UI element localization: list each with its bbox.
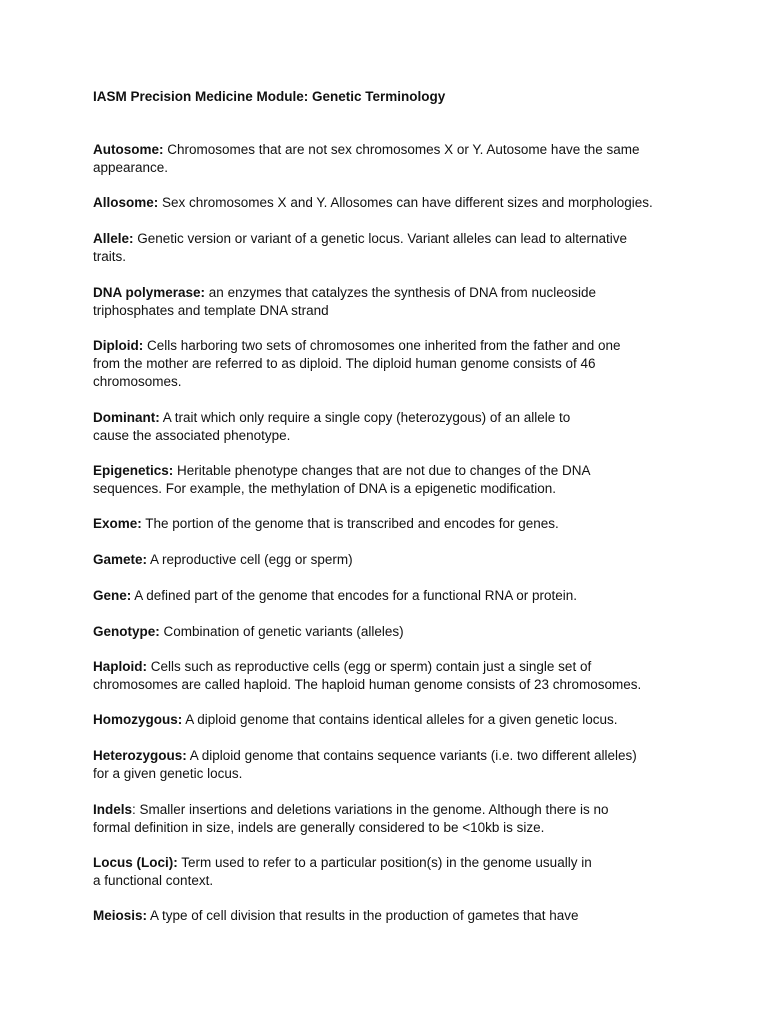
entry-text: Cells such as reproductive cells (egg or sperm) contain just a single set of [147,659,592,674]
entry-line [93,711,683,729]
entry-text: Cells harboring two sets of chromosomes one inherited from the father and one [143,338,621,353]
entry-line [93,747,683,765]
entry-line: sequences. For example, the methylation of DNA is a epigenetic modification. [93,481,556,496]
entry-text: A diploid genome that contains identical alleles for a given genetic locus. [182,712,618,727]
glossary-entry-homozygous [93,711,683,729]
entry-text: Sex chromosomes X and Y. Allosomes can have different sizes and morphologies. [158,195,653,210]
entry-term: Allosome: [93,195,159,210]
entry-term: Dominant: [93,410,160,425]
entry-text: an enzymes that catalyzes the synthesis of DNA from nucleoside [205,285,596,300]
entry-term: Haploid: [93,659,147,674]
entry-text: Combination of genetic variants (alleles) [159,624,404,639]
entry-line [93,658,683,676]
glossary-entry-exome [93,515,683,533]
entry-term: Homozygous: [93,712,183,727]
entry-line [93,515,683,533]
entry-line: cause the associated phenotype. [93,428,291,443]
entry-term: Indels [93,802,133,817]
glossary-entry-allosome [93,194,683,212]
entry-line [93,801,683,819]
glossary-entry-haploid [93,658,683,694]
entry-line [93,462,683,480]
entry-line [93,337,683,355]
entry-line [93,194,683,212]
entry-term: Exome: [93,516,142,531]
glossary-entry-dna-polymerase [93,284,683,320]
entry-text: A diploid genome that contains sequence variants (i.e. two different alleles) [186,748,637,763]
entry-term: Gamete: [93,552,148,567]
entry-line [93,907,683,925]
glossary-entry-locus [93,854,683,890]
entry-term: Genotype: [93,624,160,639]
entry-text: The portion of the genome that is transcribed and encodes for genes. [141,516,559,531]
entry-term: Autosome: [93,142,164,157]
entry-term: Diploid: [93,338,144,353]
entry-line [93,587,683,605]
glossary-entry-diploid [93,337,683,391]
entry-line: chromosomes. [93,374,182,389]
entry-line: from the mother are referred to as diploid. The diploid human genome consists of 46 [93,356,596,371]
glossary-entry-heterozygous [93,747,683,783]
glossary-entry-epigenetics [93,462,683,498]
entry-line: a functional context. [93,873,214,888]
entry-text: A trait which only require a single copy (heterozygous) of an allele to [159,410,571,425]
entry-text: A reproductive cell (egg or sperm) [147,552,353,567]
entry-line: for a given genetic locus. [93,766,243,781]
entry-text: Term used to refer to a particular position(s) in the genome usually in [177,855,592,870]
entry-line [93,284,683,302]
glossary-entry-gamete [93,551,683,569]
entry-term: Locus (Loci): [93,855,178,870]
entry-line [93,230,683,248]
entry-line: traits. [93,249,127,264]
entry-term: Gene: [93,588,132,603]
entry-term: Epigenetics: [93,463,174,478]
entry-term: Allele: [93,231,134,246]
entry-term: Heterozygous: [93,748,187,763]
glossary-entry-indels [93,801,683,837]
entry-line: formal definition in size, indels are generally considered to be <10kb is size. [93,820,545,835]
entry-text: Genetic version or variant of a genetic locus. Variant alleles can lead to alternative [133,231,628,246]
entry-line: triphosphates and template DNA strand [93,303,329,318]
entry-term: Meiosis: [93,908,148,923]
entry-line: appearance. [93,160,169,175]
glossary-entry-meiosis [93,907,683,925]
entry-line [93,141,683,159]
entry-text: A defined part of the genome that encodes for a functional RNA or protein. [131,588,578,603]
glossary-entry-gene [93,587,683,605]
entry-line [93,551,683,569]
entry-term: DNA polymerase: [93,285,206,300]
glossary-entry-allele [93,230,683,266]
entry-text: : Smaller insertions and deletions variations in the genome. Although there is no [132,802,609,817]
glossary-entry-genotype [93,623,683,641]
entry-line [93,409,683,427]
entry-text: Heritable phenotype changes that are not due to changes of the DNA [173,463,591,478]
glossary-entry-autosome [93,141,683,177]
entry-text: Chromosomes that are not sex chromosomes X or Y. Autosome have the same [163,142,640,157]
entry-text: A type of cell division that results in the production of gametes that have [147,908,579,923]
entry-line: chromosomes are called haploid. The haploid human genome consists of 23 chromosomes. [93,677,642,692]
entry-line [93,623,683,641]
entry-line [93,854,683,872]
document-title: IASM Precision Medicine Module: Genetic Terminology [93,89,446,104]
glossary-entry-dominant [93,409,683,445]
